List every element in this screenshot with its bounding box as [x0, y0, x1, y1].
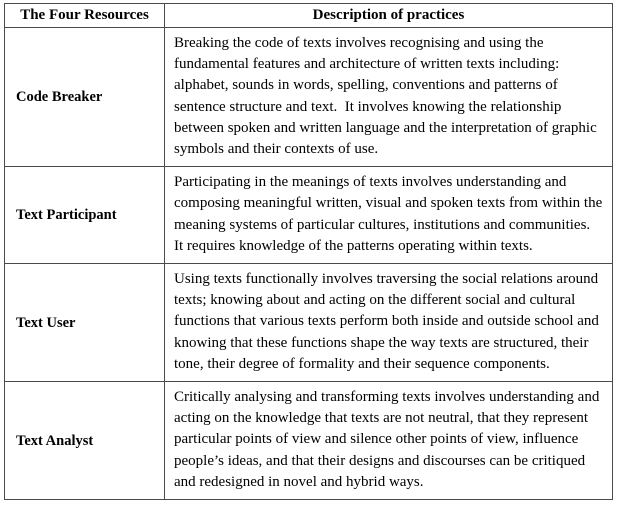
column-header-description: Description of practices [165, 4, 613, 28]
resource-name-cell: Code Breaker [5, 28, 165, 167]
table-row [5, 382, 613, 500]
resource-name-cell: Text Analyst [5, 382, 165, 500]
table-header-row [5, 4, 613, 28]
table-body [5, 28, 613, 500]
resource-name-cell: Text User [5, 264, 165, 382]
resource-description-cell [165, 264, 613, 382]
table-row [5, 264, 613, 382]
resource-description-text: Breaking the code of texts involves recognising and using the fundamental features and architecture of written texts including: alphabet, sounds in words, spelling, conventions and patterns of sentence structure and text. It involves knowing the relationship between spoken and written language and the interpretation of graphic symbols and their contexts of use. [174, 35, 601, 158]
resource-description-cell [165, 167, 613, 264]
resource-description-cell [165, 28, 613, 167]
table-row [5, 28, 613, 167]
resource-description-text: Participating in the meanings of texts involves understanding and composing meaningful written, visual and spoken texts from within the meaning systems of particular cultures, institutions and communities. It requires knowledge of the patterns operating within texts. [174, 174, 607, 254]
column-header-resources: The Four Resources [5, 4, 165, 28]
resource-name-cell: Text Participant [5, 167, 165, 264]
resource-description-cell [165, 382, 613, 500]
resource-description-text: Using texts functionally involves traversing the social relations around texts; knowing about and acting on the different social and cultural functions that various texts perform both inside and outside school and knowing that these functions shape the way texts are structured, their tone, their degree of formality and their sequence components. [174, 271, 603, 372]
table-row [5, 167, 613, 264]
resource-description-text: Critically analysing and transforming texts involves understanding and acting on the knowledge that texts are not neutral, that they represent particular points of view and silence other points of view, influence people’s ideas, and that their designs and discourses can be critiqued and redesigned in novel and hybrid ways. [174, 389, 604, 490]
four-resources-table [4, 3, 613, 500]
table-header [5, 4, 613, 28]
